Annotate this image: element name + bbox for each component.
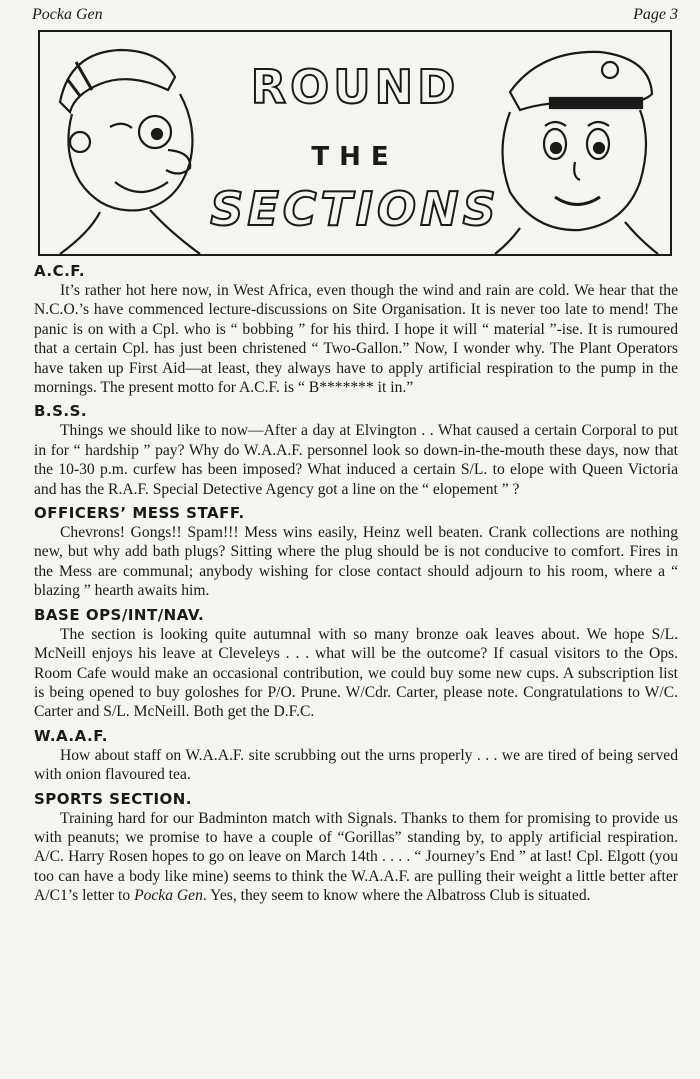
- sports-body-text-end: . Yes, they seem to know where the Albatross Club is situated.: [202, 887, 591, 905]
- banner-heading-round: ROUND: [250, 60, 460, 114]
- section-body: [34, 809, 678, 906]
- section-body: How about staff on W.A.A.F. site scrubbing out the urns properly . . . we are tired of being served with onion flavoured tea.: [34, 746, 678, 784]
- sports-body-text: Training hard for our Badminton match with Signals. Thanks to them for promising to provide us with peanuts; we promise to have a couple of “Gorillas” standing by, to apply artificial respiration. A/C. Harry Rosen hopes to go on leave on March 14th . . . . “ Journey’s End ” at last! Cpl. Elgott (you too can have a body like mine) seems to think the W.A.A.F. are pulling their weight a little better after A/C1’s letter to: [34, 809, 678, 905]
- section-sports: [34, 790, 678, 906]
- section-title: OFFICERS’ MESS STAFF.: [34, 504, 245, 523]
- section-title: A.C.F.: [34, 262, 86, 280]
- section-title: W.A.A.F.: [34, 726, 108, 745]
- section-acf: [34, 262, 678, 397]
- section-body: The section is looking quite autumnal with so many bronze oak leaves about. We hope S/L. McNeill enjoys his leave at Cleveleys . . . what will be the outcome? If casual visitors to the Ops. Room Cafe would make an occasional contribution, we could buy some new cups. A subscription list is being opened to buy goloshes for P/O. Prune. W/Cdr. Carter, please note. Congratulations to W/C. Carter and S/L. McNeill. Both get the D.F.C.: [34, 625, 678, 721]
- section-bss: [34, 402, 678, 499]
- banner-heading-sections: SECTIONS: [210, 182, 500, 236]
- publication-name-italic: Pocka Gen: [134, 887, 203, 905]
- page-number: Page 3: [633, 6, 678, 23]
- section-waaf: [34, 727, 678, 785]
- section-body: Chevrons! Gongs!! Spam!!! Mess wins easily, Heinz well beaten. Crank collections are nothing new, but why add bath plugs? Sitting where the plug should be is not conducive to comfort. Fires in the Mess are communal; anybody wishing for close contact should adjourn to his room, where a “ blazing ” hearth awaits him.: [34, 524, 678, 600]
- section-body: Things we should like to now—After a day at Elvington . . What caused a certain Corporal to put in for “ hardship ” pay? Why do W.A.A.F. personnel look so down-in-the-mouth these days, now that the 10-30 p.m. curfew has been imposed? What induced a certain S/L. to elope with Queen Victoria and has the R.A.F. Special Detective Agency got a line on the “ elopement ” ?: [34, 422, 678, 498]
- section-officers-mess-staff: [34, 504, 678, 601]
- article-content: [34, 262, 678, 911]
- section-banner: [38, 30, 672, 256]
- running-head: [32, 6, 678, 28]
- section-body: It’s rather hot here now, in West Africa, even though the wind and rain are cold. We hear that the N.C.O.’s have commenced lecture-discussions on Site Organisation. It is never too late to mend! The panic is on with a Cpl. who is “ bobbing ” for his third. I hope it will “ material ”-ise. It is rumoured that a certain Cpl. has just been christened “ Two-Gallon.” Now, I wonder why. The Plant Operators have taken up First Aid—at least, they always have to apply artificial respiration to the pump in the mornings. The present motto for A.C.F. is “ B******* it in.”: [34, 282, 678, 397]
- section-base-ops: [34, 606, 678, 722]
- section-title: SPORTS SECTION.: [34, 789, 193, 808]
- section-title: B.S.S.: [34, 402, 88, 421]
- banner-heading-the: THE: [311, 142, 399, 172]
- section-title: BASE OPS/INT/NAV.: [34, 605, 205, 624]
- publication-title: Pocka Gen: [32, 6, 103, 23]
